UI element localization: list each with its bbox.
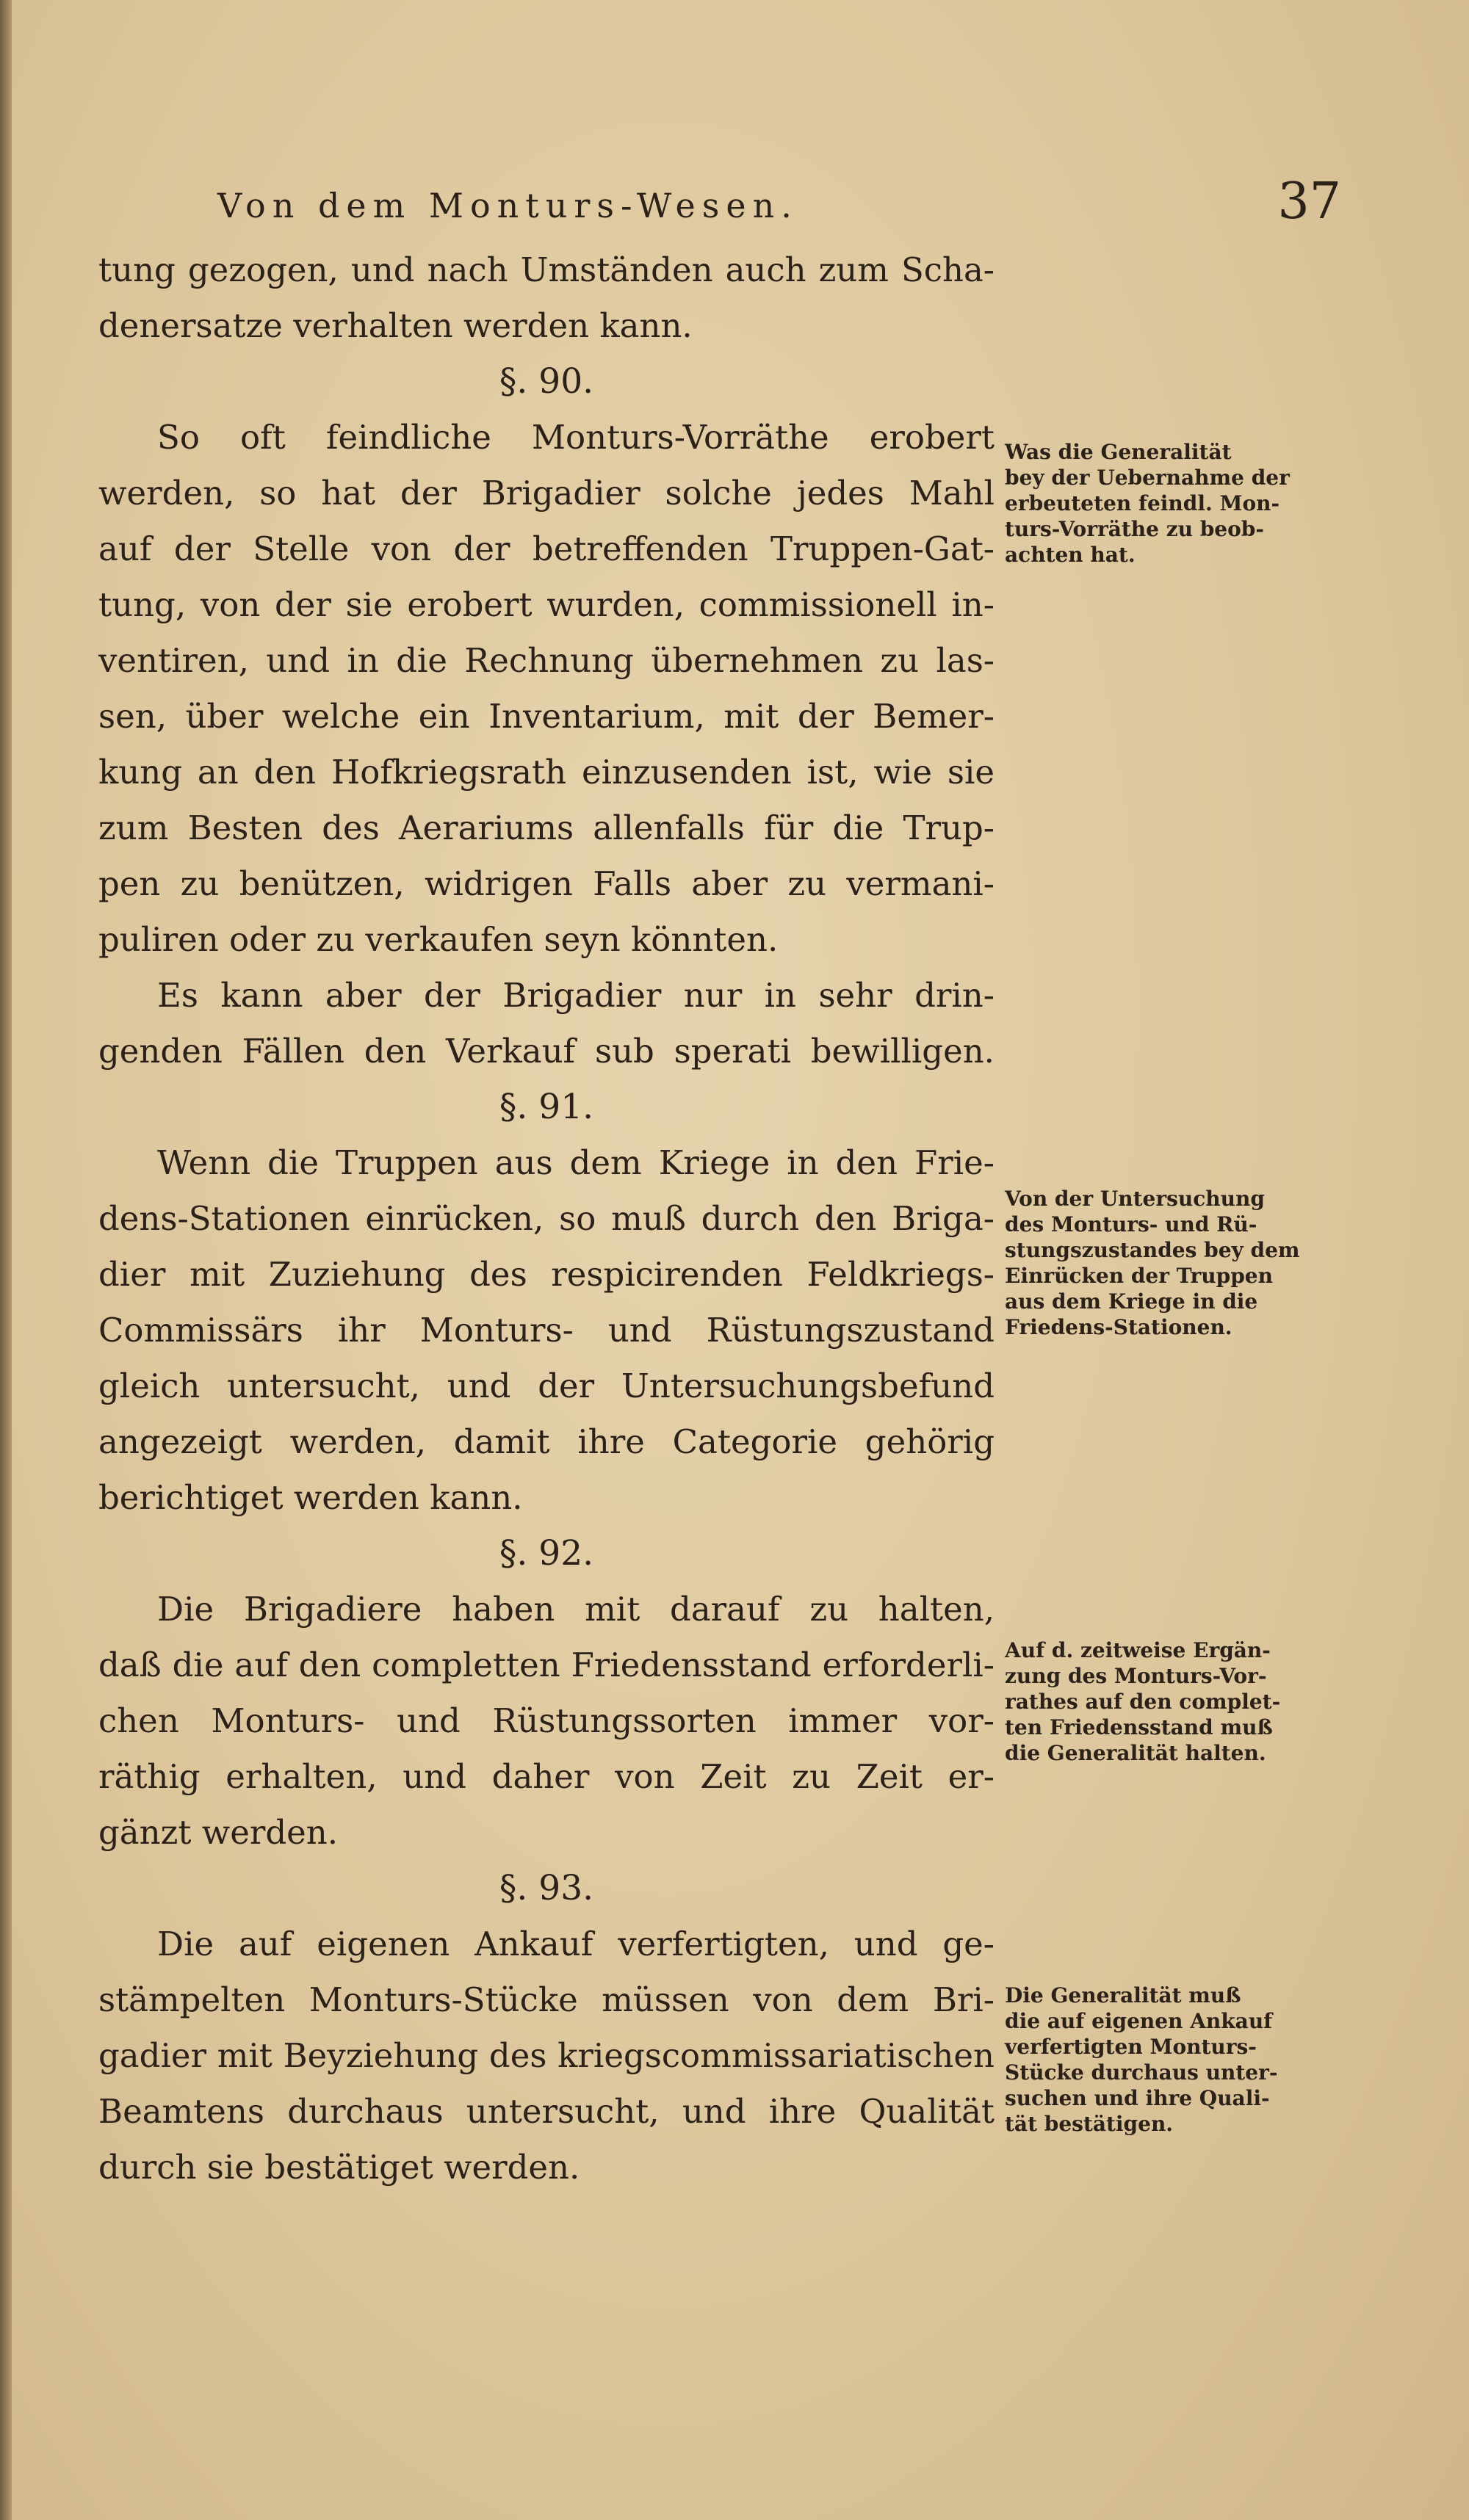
text-line: stämpelten Monturs-Stücke müssen von dem Bri- bbox=[98, 1980, 995, 2019]
margin-note-line: die Generalität halten. bbox=[1005, 1741, 1266, 1765]
section-heading: §. 90. bbox=[499, 361, 594, 402]
section-heading: §. 92. bbox=[499, 1533, 594, 1574]
text-line: gleich untersucht, und der Untersuchungsbefund bbox=[98, 1366, 995, 1405]
text-line: durch sie bestätiget werden. bbox=[98, 2148, 580, 2187]
margin-note-line: Friedens-Stationen. bbox=[1005, 1315, 1232, 1339]
book-page bbox=[12, 0, 1469, 2520]
text-line: räthig erhalten, und daher von Zeit zu Zeit er- bbox=[98, 1757, 995, 1796]
page-edge bbox=[0, 0, 12, 2520]
margin-note-line: zung des Monturs-Vor- bbox=[1005, 1664, 1267, 1688]
margin-note-line: Was die Generalität bbox=[1005, 440, 1232, 464]
margin-note-line: suchen und ihre Quali- bbox=[1005, 2086, 1270, 2110]
margin-note-line: erbeuteten feindl. Mon- bbox=[1005, 491, 1280, 515]
margin-note-line: rathes auf den complet- bbox=[1005, 1690, 1281, 1714]
margin-note-line: aus dem Kriege in die bbox=[1005, 1289, 1258, 1314]
margin-note-line: bey der Uebernahme der bbox=[1005, 466, 1290, 490]
text-line: chen Monturs- und Rüstungssorten immer vor- bbox=[98, 1701, 995, 1740]
text-line: werden, so hat der Brigadier solche jedes Mahl bbox=[98, 474, 995, 513]
margin-note-line: Einrücken der Truppen bbox=[1005, 1264, 1273, 1288]
section-heading: §. 93. bbox=[499, 1868, 594, 1908]
margin-note-line: Stücke durchaus unter- bbox=[1005, 2060, 1278, 2085]
text-line: auf der Stelle von der betreffenden Truppen-Gat- bbox=[98, 529, 995, 568]
margin-note-line: Von der Untersuchung bbox=[1005, 1187, 1265, 1211]
margin-note bbox=[1005, 1186, 1328, 1340]
text-line: berichtiget werden kann. bbox=[98, 1478, 523, 1517]
margin-note bbox=[1005, 439, 1328, 568]
text-line: tung gezogen, und nach Umständen auch zum Scha- bbox=[98, 250, 995, 289]
main-text bbox=[98, 242, 995, 2195]
text-line: genden Fällen den Verkauf sub sperati bewilligen. bbox=[98, 1032, 995, 1071]
margin-note-line: turs-Vorräthe zu beob- bbox=[1005, 517, 1264, 541]
margin-note-line: ten Friedensstand muß bbox=[1005, 1715, 1273, 1739]
margin-note-line: des Monturs- und Rü- bbox=[1005, 1212, 1257, 1237]
margin-note-line: die auf eigenen Ankauf bbox=[1005, 2009, 1273, 2033]
text-line: denersatze verhalten werden kann. bbox=[98, 306, 693, 345]
margin-note-line: tät bestätigen. bbox=[1005, 2112, 1174, 2136]
text-line: pen zu benützen, widrigen Falls aber zu vermani- bbox=[98, 864, 995, 903]
page-header bbox=[195, 173, 1341, 246]
text-line: gänzt werden. bbox=[98, 1813, 339, 1852]
text-line: dier mit Zuziehung des respicirenden Feldkriegs- bbox=[98, 1255, 995, 1294]
margin-note-line: achten hat. bbox=[1005, 543, 1136, 567]
text-line: tung, von der sie erobert wurden, commissionell in- bbox=[98, 585, 995, 624]
text-line: kung an den Hofkriegsrath einzusenden ist, wie sie bbox=[98, 753, 995, 792]
margin-note-line: Auf d. zeitweise Ergän- bbox=[1005, 1638, 1271, 1662]
margin-note-line: Die Generalität muß bbox=[1005, 1983, 1241, 2007]
text-line: Wenn die Truppen aus dem Kriege in den Frie- bbox=[157, 1143, 995, 1182]
text-line: sen, über welche ein Inventarium, mit der Bemer- bbox=[98, 697, 995, 736]
margin-note-line: verfertigten Monturs- bbox=[1005, 2035, 1257, 2059]
text-line: daß die auf den completten Friedensstand erforderli- bbox=[98, 1645, 995, 1684]
page-number: 37 bbox=[1277, 173, 1341, 231]
text-line: Beamtens durchaus untersucht, und ihre Qualität bbox=[98, 2092, 995, 2131]
text-line: Die auf eigenen Ankauf verfertigten, und ge- bbox=[157, 1925, 995, 1963]
text-line: So oft feindliche Monturs-Vorräthe erobert bbox=[157, 418, 995, 457]
margin-note-line: stungszustandes bey dem bbox=[1005, 1238, 1300, 1262]
text-line: dens-Stationen einrücken, so muß durch den Briga- bbox=[98, 1199, 995, 1238]
text-line: Es kann aber der Brigadier nur in sehr drin- bbox=[157, 976, 995, 1015]
text-line: zum Besten des Aerariums allenfalls für die Trup- bbox=[98, 808, 995, 847]
text-line: angezeigt werden, damit ihre Categorie gehörig bbox=[98, 1422, 995, 1461]
text-line: puliren oder zu verkaufen seyn könnten. bbox=[98, 920, 779, 959]
section-heading: §. 91. bbox=[499, 1087, 594, 1127]
running-title: Von dem Monturs-Wesen. bbox=[217, 186, 798, 225]
text-line: Commissärs ihr Monturs- und Rüstungszustand bbox=[98, 1311, 995, 1350]
margin-note bbox=[1005, 1983, 1328, 2137]
text-line: ventiren, und in die Rechnung übernehmen zu las- bbox=[98, 641, 995, 680]
text-line: gadier mit Beyziehung des kriegscommissariatischen bbox=[98, 2036, 995, 2075]
text-line: Die Brigadiere haben mit darauf zu halten, bbox=[157, 1590, 995, 1629]
margin-note bbox=[1005, 1637, 1328, 1766]
